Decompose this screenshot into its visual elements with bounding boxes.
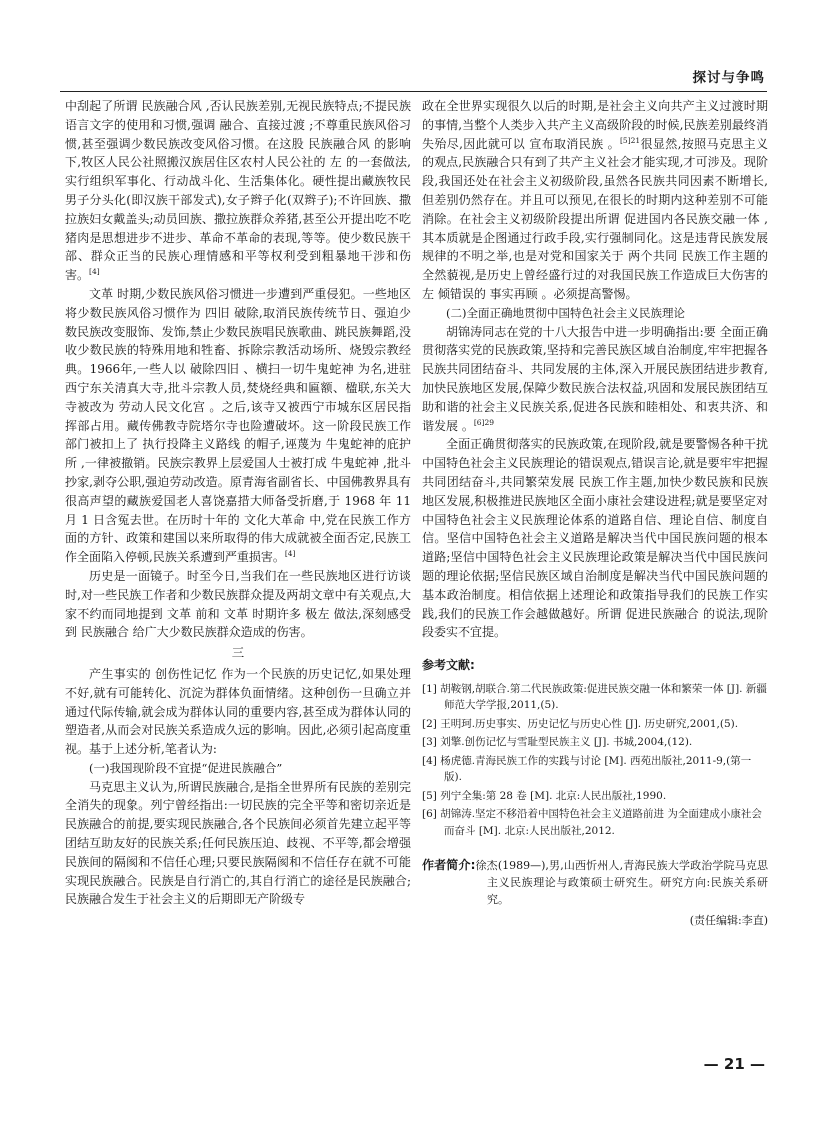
- reference-item: [4] 杨虎德.青海民族工作的实践与讨论 [M]. 西苑出版社,2011-9,(第一版).: [422, 754, 752, 784]
- citation-marker: [5]21: [620, 135, 641, 145]
- subsection-heading: (一)我国现阶段不宜提“促进民族融合”: [89, 760, 283, 775]
- reference-item: [6] 胡锦涛.坚定不移沿着中国特色社会主义道路前进 为全面建成小康社会而奋斗 [M]. 北京:人民出版社,2012.: [422, 808, 762, 837]
- subsection-heading: (二)全面正确地贯彻中国特色社会主义民族理论: [446, 305, 685, 320]
- citation-marker: [4]: [284, 549, 296, 559]
- paragraph: 文革 时期,少数民族风俗习惯进一步遭到严重侵犯。一些地区将少数民族风俗习惯作为 四旧 破除,取消民族传统节日、强迫少数民族改变服饰、发饰,禁止少数民族唱民族歌曲、跳民族舞蹈,没收少数民族的特殊用地和牲畜、拆除宗教活动场所、烧毁宗教经典。1966年,一些人以 破除四旧 、横扫一切牛鬼蛇神 为名,进驻西宁东关清真大寺,批斗宗教人员,焚烧经典和匾额、楹联,东关大寺被改为 劳动人民文化宫 。之后,该寺又被西宁市城东区居民指挥部占用。藏传佛教寺院塔尔寺也险遭破坏。这一阶段民族工作部门被扣上了 执行投降主义路线 的帽子,诬蔑为 牛鬼蛇神的庇护所 ,一律被撤销。民族宗教界上层爱国人士被打成 牛鬼蛇神 ,批斗抄家,剥夺公职,强迫劳动改造。原青海省副省长、中国佛教界具有很高声望的藏族爱国老人喜饶嘉措大师备受折磨,于 1968 年 11 月 1 日含冤去世。在历时十年的 文化大革命 中,党在民族工作方面的方针、政策和建国以来所取得的伟大成就被全面否定,民族工作全面陷入停顿,民族关系遭到严重损害。[4]: [65, 286, 411, 565]
- reference-item: [1] 胡鞍钢,胡联合.第二代民族政策:促进民族交融一体和繁荣一体 [J]. 新疆师范大学学报,2011,(5).: [422, 682, 767, 712]
- paragraph: 历史是一面镜子。时至今日,当我们在一些民族地区进行访谈时,对一些民族工作者和少数民族群众提及两胡文章中有关观点,大家不约而同地提到 文革 前和 文革 时期许多 极左 做法,深刻感受到 民族融合 给广大少数民族群众造成的伤害。: [65, 568, 411, 640]
- paragraph: 政在全世界实现很久以后的时期,是社会主义向共产主义过渡时期的事情,当整个人类步入共产主义高级阶段的时候,民族差别最终消失殆尽,因此就可以 宣布取消民族 。$^{[5]21}$很显然,按照马克思主义的观点,民族融合只有到了共产主义社会才能实现,才可涉及。现阶段,我国还处在社会主义初级阶段,虽然各民族共同因素不断增长,但差别仍然存在。并且可以预见,在很长的时期内这种差别不可能消除。在社会主义初级阶段提出所谓 促进国内各民族交融一体 ,其本质就是企图通过行政手段,实行强制同化。这是违背民族发展规律的不明之举,也是对党和国家关于 两个共同 民族工作主题的全然藐视,是历史上曾经盛行过的对我国民族工作造成巨大伤害的 左 倾错误的 事实再顾 。必须提高警惕。: [422, 99, 768, 301]
- paragraph: 全面正确贯彻落实的民族政策,在现阶段,就是要警惕各种干扰中国特色社会主义民族理论的错误观点,错误言论,就是要牢牢把握 共同团结奋斗,共同繁荣发展 民族工作主题,加快少数民族和民族地区发展,积极推进民族地区全面小康社会建设进程;就是要坚定对中国特色社会主义民族理论体系的道路自信、理论自信、制度自信。坚信中国特色社会主义道路是解决当代中国民族问题的根本道路;坚信中国特色社会主义民族理论政策是解决当代中国民族问题的理论依据;坚信民族区域自治制度是解决当代中国民族问题的基本政治制度。相信依据上述理论和政策指导我们的民族工作实践,我们的民族工作会越做越好。所谓 促进民族融合 的说法,现阶段委实不宜提。: [422, 437, 768, 640]
- header-rule: [60, 91, 767, 92]
- author-bio-text: 徐杰(1989—),男,山西忻州人,青海民族大学政治学院马克思主义民族理论与政策硕士研究生。研究方向:民族关系研究。: [475, 859, 768, 907]
- author-bio: [422, 857, 768, 908]
- paragraph: 胡锦涛同志在党的十八大报告中进一步明确指出:要 全面正确贯彻落实党的民族政策,坚持和完善民族区域自治制度,牢牢把握各民族共同团结奋斗、共同发展的主体,深入开展民族团结进步教育,加快民族地区发展,保障少数民族合法权益,巩固和发展民族团结互助和谐的社会主义民族关系,促进各民族和睦相处、和衷共济、和谐发展 。$^{[6]29}$: [422, 324, 768, 433]
- paragraph: 马克思主义认为,所谓民族融合,是指全世界所有民族的差别完全消失的现象。列宁曾经指出:一切民族的完全平等和密切亲近是民族融合的前提,要实现民族融合,各个民族间必须首先建立起平等团结互助友好的民族关系;任何民族压迫、歧视、不平等,都会增强民族间的隔阂和不信任心理;只要民族隔阂和不信任存在就不可能实现民族融合。民族是自行消亡的,其自行消亡的途径是民族融合;民族融合发生于社会主义的后期即无产阶级专: [65, 779, 411, 907]
- paragraph: 中刮起了所谓 民族融合风 ,否认民族差别,无视民族特点;不提民族语言文字的使用和习惯,强调 融合、直接过渡 ;不尊重民族风俗习惯,甚至强调少数民族改变风俗习惯。在这股 民族融合风 的影响下,牧区人民公社照搬汉族居住区农村人民公社的 左 的一套做法,实行组织军事化、行动战斗化、生活集体化。硬性提出藏族牧民男子分头化(即汉族干部发式),女子辫子化(双辫子);不许回族、撒拉族妇女戴盖头;动员回族、撒拉族群众养猪,甚至公开提出吃不吃猪肉是思想进步不进步、革命不革命的表现,等等。使少数民族干部、群众正当的民族心理情感和平等权利受到粗暴地干涉和伤害。[4]: [65, 99, 411, 283]
- right-column: [422, 97, 768, 931]
- reference-item: [3] 刘擎.创伤记忆与雪耻型民族主义 [J]. 书城,2004,(12).: [422, 736, 693, 749]
- section-heading: 三: [231, 645, 245, 661]
- responsible-editor: (责任编辑:李直): [689, 914, 768, 928]
- page-number: — 21 —: [703, 1055, 765, 1073]
- left-column: [65, 97, 411, 909]
- author-bio-label: 作者简介:: [422, 858, 476, 873]
- references-title: 参考文献:: [422, 658, 475, 673]
- journal-section-label: 探讨与争鸣: [692, 70, 765, 86]
- references-list: [422, 681, 768, 840]
- citation-marker: [4]: [89, 267, 100, 277]
- paragraph: 产生事实的 创伤性记忆 作为一个民族的历史记忆,如果处理不好,就有可能转化、沉淀为群体负面情绪。这种创伤一旦确立并通过代际传输,就会成为群体认同的重要内容,甚至成为群体认同的塑造者,从而会对民族关系造成久远的影响。因此,必须引起高度重视。基于上述分析,笔者认为:: [65, 666, 411, 757]
- reference-item: [2] 王明珂.历史事实、历史记忆与历史心性 [J]. 历史研究,2001,(5).: [422, 717, 739, 730]
- reference-item: [5] 列宁全集:第 28 卷 [M]. 北京:人民出版社,1990.: [422, 789, 667, 802]
- citation-marker: [6]29: [473, 417, 494, 427]
